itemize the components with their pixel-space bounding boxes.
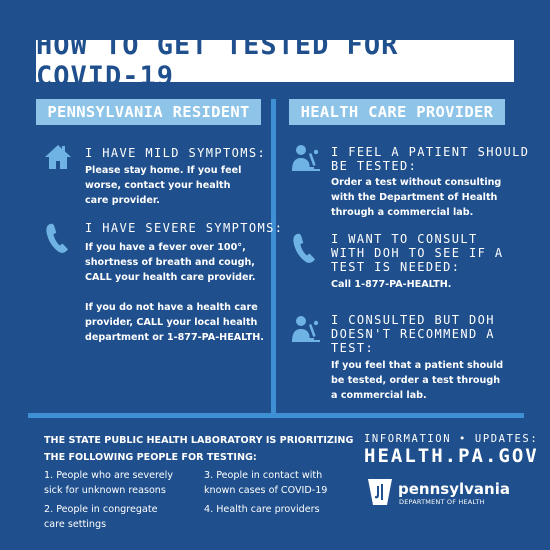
mild-symptoms-heading: I HAVE MILD SYMPTOMS:	[85, 146, 267, 160]
mild-symptoms-text: Please stay home. If you feel worse, contact your health care provider.	[85, 165, 242, 206]
consult-doh-text: Call 1-877-PA-HEALTH.	[331, 279, 452, 290]
logo-name: pennsylvania	[398, 480, 510, 498]
patient-should-be-tested-heading: I FEEL A PATIENT SHOULD BE TESTED:	[331, 145, 530, 173]
doh-not-recommend-heading: I CONSULTED BUT DOH DOESN'T RECOMMEND A TEST:	[331, 313, 495, 355]
priority-item: 2. People in congregate care settings	[44, 504, 158, 530]
severe-symptoms-heading: I HAVE SEVERE SYMPTOMS:	[85, 221, 284, 235]
phone-icon	[292, 232, 316, 264]
page-title: HOW TO GET TESTED FOR COVID-19	[36, 40, 514, 82]
severe-symptoms-text: If you have a fever over 100°, shortness of breath and cough, CALL your health care provider. If you do not have a health care provider, CALL your local health department or 1-877-PA-HEALTH.	[85, 242, 264, 343]
logo-department: DEPARTMENT OF HEALTH	[399, 498, 485, 506]
resident-column-header: PENNSYLVANIA RESIDENT	[36, 99, 261, 125]
priority-item: 1. People who are severely sick for unknown reasons	[44, 470, 173, 496]
consult-doh-heading: I WANT TO CONSULT WITH DOH TO SEE IF A TEST IS NEEDED:	[331, 232, 504, 274]
priority-heading: THE STATE PUBLIC HEALTH LABORATORY IS PRIORITIZING THE FOLLOWING PEOPLE FOR TESTING:	[44, 435, 354, 463]
provider-column-header: HEALTH CARE PROVIDER	[289, 99, 505, 125]
info-updates-label: INFORMATION • UPDATES:	[364, 433, 539, 445]
scientist-icon	[291, 143, 321, 173]
keystone-logo-icon	[367, 478, 393, 506]
priority-item: 4. Health care providers	[204, 504, 320, 515]
scientist-icon	[291, 314, 321, 344]
horizontal-divider	[28, 413, 524, 418]
priority-item: 3. People in contact with known cases of COVID-19	[204, 470, 328, 496]
phone-icon	[45, 222, 69, 254]
vertical-divider	[271, 99, 276, 418]
doh-not-recommend-text: If you feel that a patient should be tested, order a test through a commercial lab.	[331, 360, 504, 401]
home-icon	[44, 143, 72, 171]
patient-should-be-tested-text: Order a test without consulting with the Department of Health through a commercial lab.	[331, 177, 502, 218]
health-pa-gov-link[interactable]: HEALTH.PA.GOV	[364, 445, 539, 467]
